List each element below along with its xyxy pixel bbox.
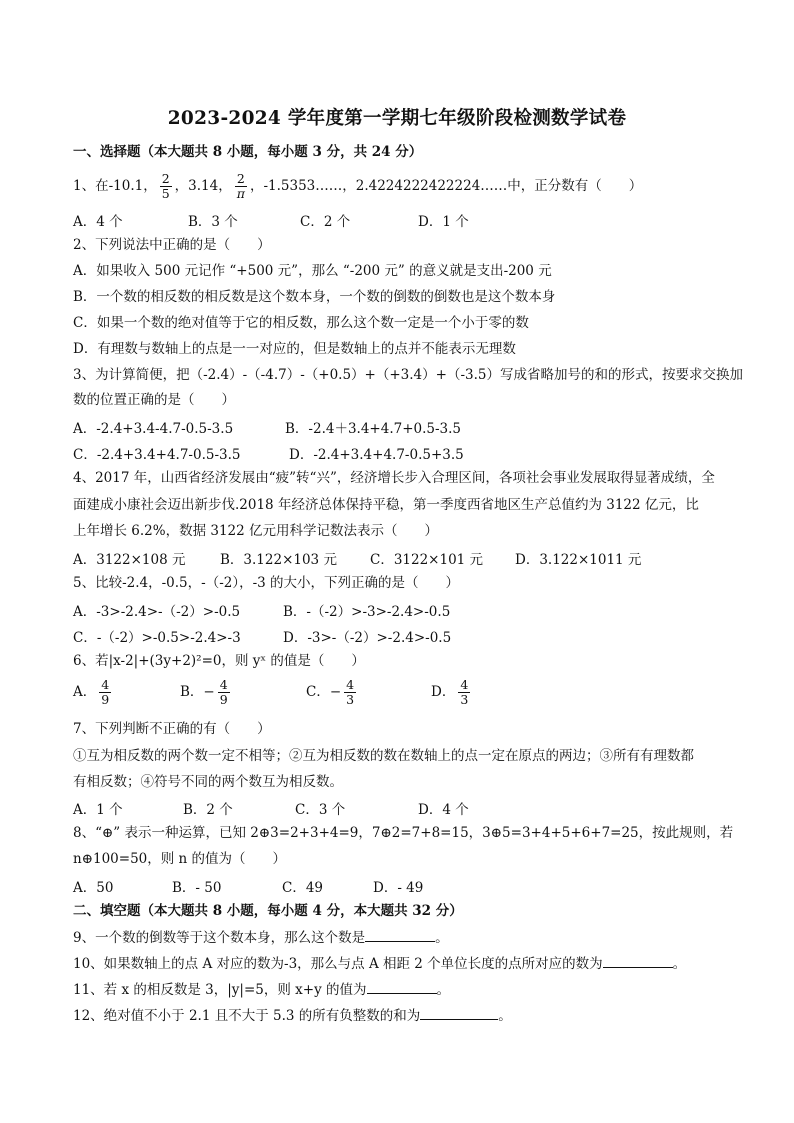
question-5-option-b: B．-（-2）>-3>-2.4>-0.5: [283, 604, 451, 620]
question-4-option-b: B．3.122×103 元: [220, 552, 337, 568]
question-5-option-c: C．-（-2）>-0.5>-2.4>-3: [73, 630, 241, 646]
question-6-option-a: A． $\frac{4}{9}$: [73, 677, 110, 707]
question-7-option-b: B．2 个: [183, 802, 233, 818]
question-3-option-a: A．-2.4+3.4-4.7-0.5-3.5: [73, 421, 234, 437]
exam-title: 2023-2024 学年度第一学期七年级阶段检测数学试卷: [167, 108, 627, 129]
section-choice-heading: 一、选择题（本大题共 8 小题，每小题 3 分，共 24 分）: [73, 144, 423, 160]
question-5-stem: 5、比较-2.4，-0.5，-（-2），-3 的大小，下列正确的是（ ）: [73, 575, 460, 591]
question-3-stem-line1: 3、为计算简便，把（-2.4）-（-4.7）-（+0.5）+（+3.4）+（-3.5）写成省略加号的和的形式，按要求交换加: [73, 367, 743, 383]
question-2-option-d: D．有理数与数轴上的点是一一对应的，但是数轴上的点并不能表示无理数: [73, 341, 516, 357]
question-4-stem-line3: 上年增长 6.2%，数据 3122 亿元用科学记数法表示（ ）: [73, 523, 439, 539]
question-12: 12、绝对值不小于 2.1 且不大于 5.3 的所有负整数的和为 。: [73, 1008, 512, 1024]
answer-blank[interactable]: [367, 980, 437, 994]
question-7-stem: 7、下列判断不正确的有（ ）: [73, 721, 271, 737]
question-3-option-c: C．-2.4+3.4+4.7-0.5-3.5: [73, 447, 241, 463]
question-4-stem-line2: 面建成小康社会迈出新步伐.2018 年经济总体保持平稳，第一季度西省地区生产总值约为 3122 亿元，比: [73, 497, 699, 513]
question-8-option-a: A．50: [73, 880, 114, 896]
question-7-body-line1: ①互为相反数的两个数一定不相等；②互为相反数的数在数轴上的点一定在原点的两边；③所有有理数都: [73, 748, 694, 764]
question-7-body-line2: 有相反数；④符号不同的两个数互为相反数。: [73, 774, 343, 790]
question-7-option-a: A．1 个: [73, 802, 123, 818]
question-10: 10、如果数轴上的点 A 对应的数为-3，那么与点 A 相距 2 个单位长度的点所对应的数为 。: [73, 956, 687, 972]
question-8-option-c: C．49: [282, 880, 324, 896]
question-3-option-b: B．-2.4＋3.4+4.7+0.5-3.5: [285, 421, 462, 437]
question-4-stem-line1: 4、2017 年，山西省经济发展由“疲”转“兴”，经济增长步入合理区间，各项社会事业发展取得显著成绩，全: [73, 470, 715, 486]
answer-blank[interactable]: [365, 928, 435, 942]
question-1-option-b: B．3 个: [188, 214, 238, 230]
question-8-option-d: D．- 49: [373, 880, 424, 896]
question-2-stem: 2、下列说法中正确的是（ ）: [73, 237, 271, 253]
question-6-option-d: D． $\frac{4}{3}$: [431, 677, 469, 707]
question-3-stem-line2: 数的位置正确的是（ ）: [73, 392, 235, 408]
question-6-stem: 6、若|x-2|+(3y+2)²=0，则 yˣ 的值是（ ）: [73, 653, 365, 669]
question-4-option-c: C．3122×101 元: [370, 552, 484, 568]
question-2-option-b: B．一个数的相反数的相反数是这个数本身，一个数的倒数的倒数也是这个数本身: [73, 289, 556, 305]
question-2-option-a: A．如果收入 500 元记作 “+500 元”，那么 “-200 元” 的意义就是支出-200 元: [73, 263, 552, 279]
question-6-option-c: C．− $\frac{4}{3}$: [306, 677, 355, 707]
question-1-stem: 1、在-10.1， $\frac{2}{5}$ ，3.14， $\frac{2}{\pi}$ ，-1.5353……，2.4224222422224……中，正分数有（ ）: [73, 171, 643, 201]
question-8-option-b: B．- 50: [172, 880, 222, 896]
question-8-stem-line2: n⊕100=50，则 n 的值为（ ）: [73, 851, 287, 867]
question-6-option-b: B．− $\frac{4}{9}$: [180, 677, 228, 707]
question-11: 11、若 x 的相反数是 3，|y|=5，则 x+y 的值为 。: [73, 982, 451, 998]
question-2-option-c: C．如果一个数的绝对值等于它的相反数，那么这个数一定是一个小于零的数: [73, 315, 529, 331]
question-1-option-a: A．4 个: [73, 214, 123, 230]
fraction-2-5: $\frac{2}{5}$: [161, 171, 170, 201]
question-5-option-d: D．-3>-（-2）>-2.4>-0.5: [283, 630, 452, 646]
question-5-option-a: A．-3>-2.4>-（-2）>-0.5: [73, 604, 241, 620]
question-4-option-d: D．3.122×1011 元: [515, 552, 642, 568]
section-fill-heading: 二、填空题（本大题共 8 小题，每小题 4 分，本大题共 32 分）: [73, 903, 463, 919]
question-7-option-d: D．4 个: [418, 802, 469, 818]
answer-blank[interactable]: [603, 954, 673, 968]
question-3-option-d: D．-2.4+3.4+4.7-0.5+3.5: [289, 447, 464, 463]
fraction-2-pi: $\frac{2}{\pi}$: [236, 171, 245, 201]
question-8-stem-line1: 8、“⊕” 表示一种运算，已知 2⊕3=2+3+4=9，7⊕2=7+8=15，3⊕5=3+4+5+6+7=25，按此规则，若: [73, 825, 734, 841]
question-4-option-a: A．3122×108 元: [73, 552, 186, 568]
question-7-option-c: C．3 个: [295, 802, 346, 818]
answer-blank[interactable]: [420, 1006, 498, 1020]
question-9: 9、一个数的倒数等于这个数本身，那么这个数是 。: [73, 930, 449, 946]
question-1-option-c: C．2 个: [300, 214, 351, 230]
question-1-option-d: D．1 个: [418, 214, 469, 230]
